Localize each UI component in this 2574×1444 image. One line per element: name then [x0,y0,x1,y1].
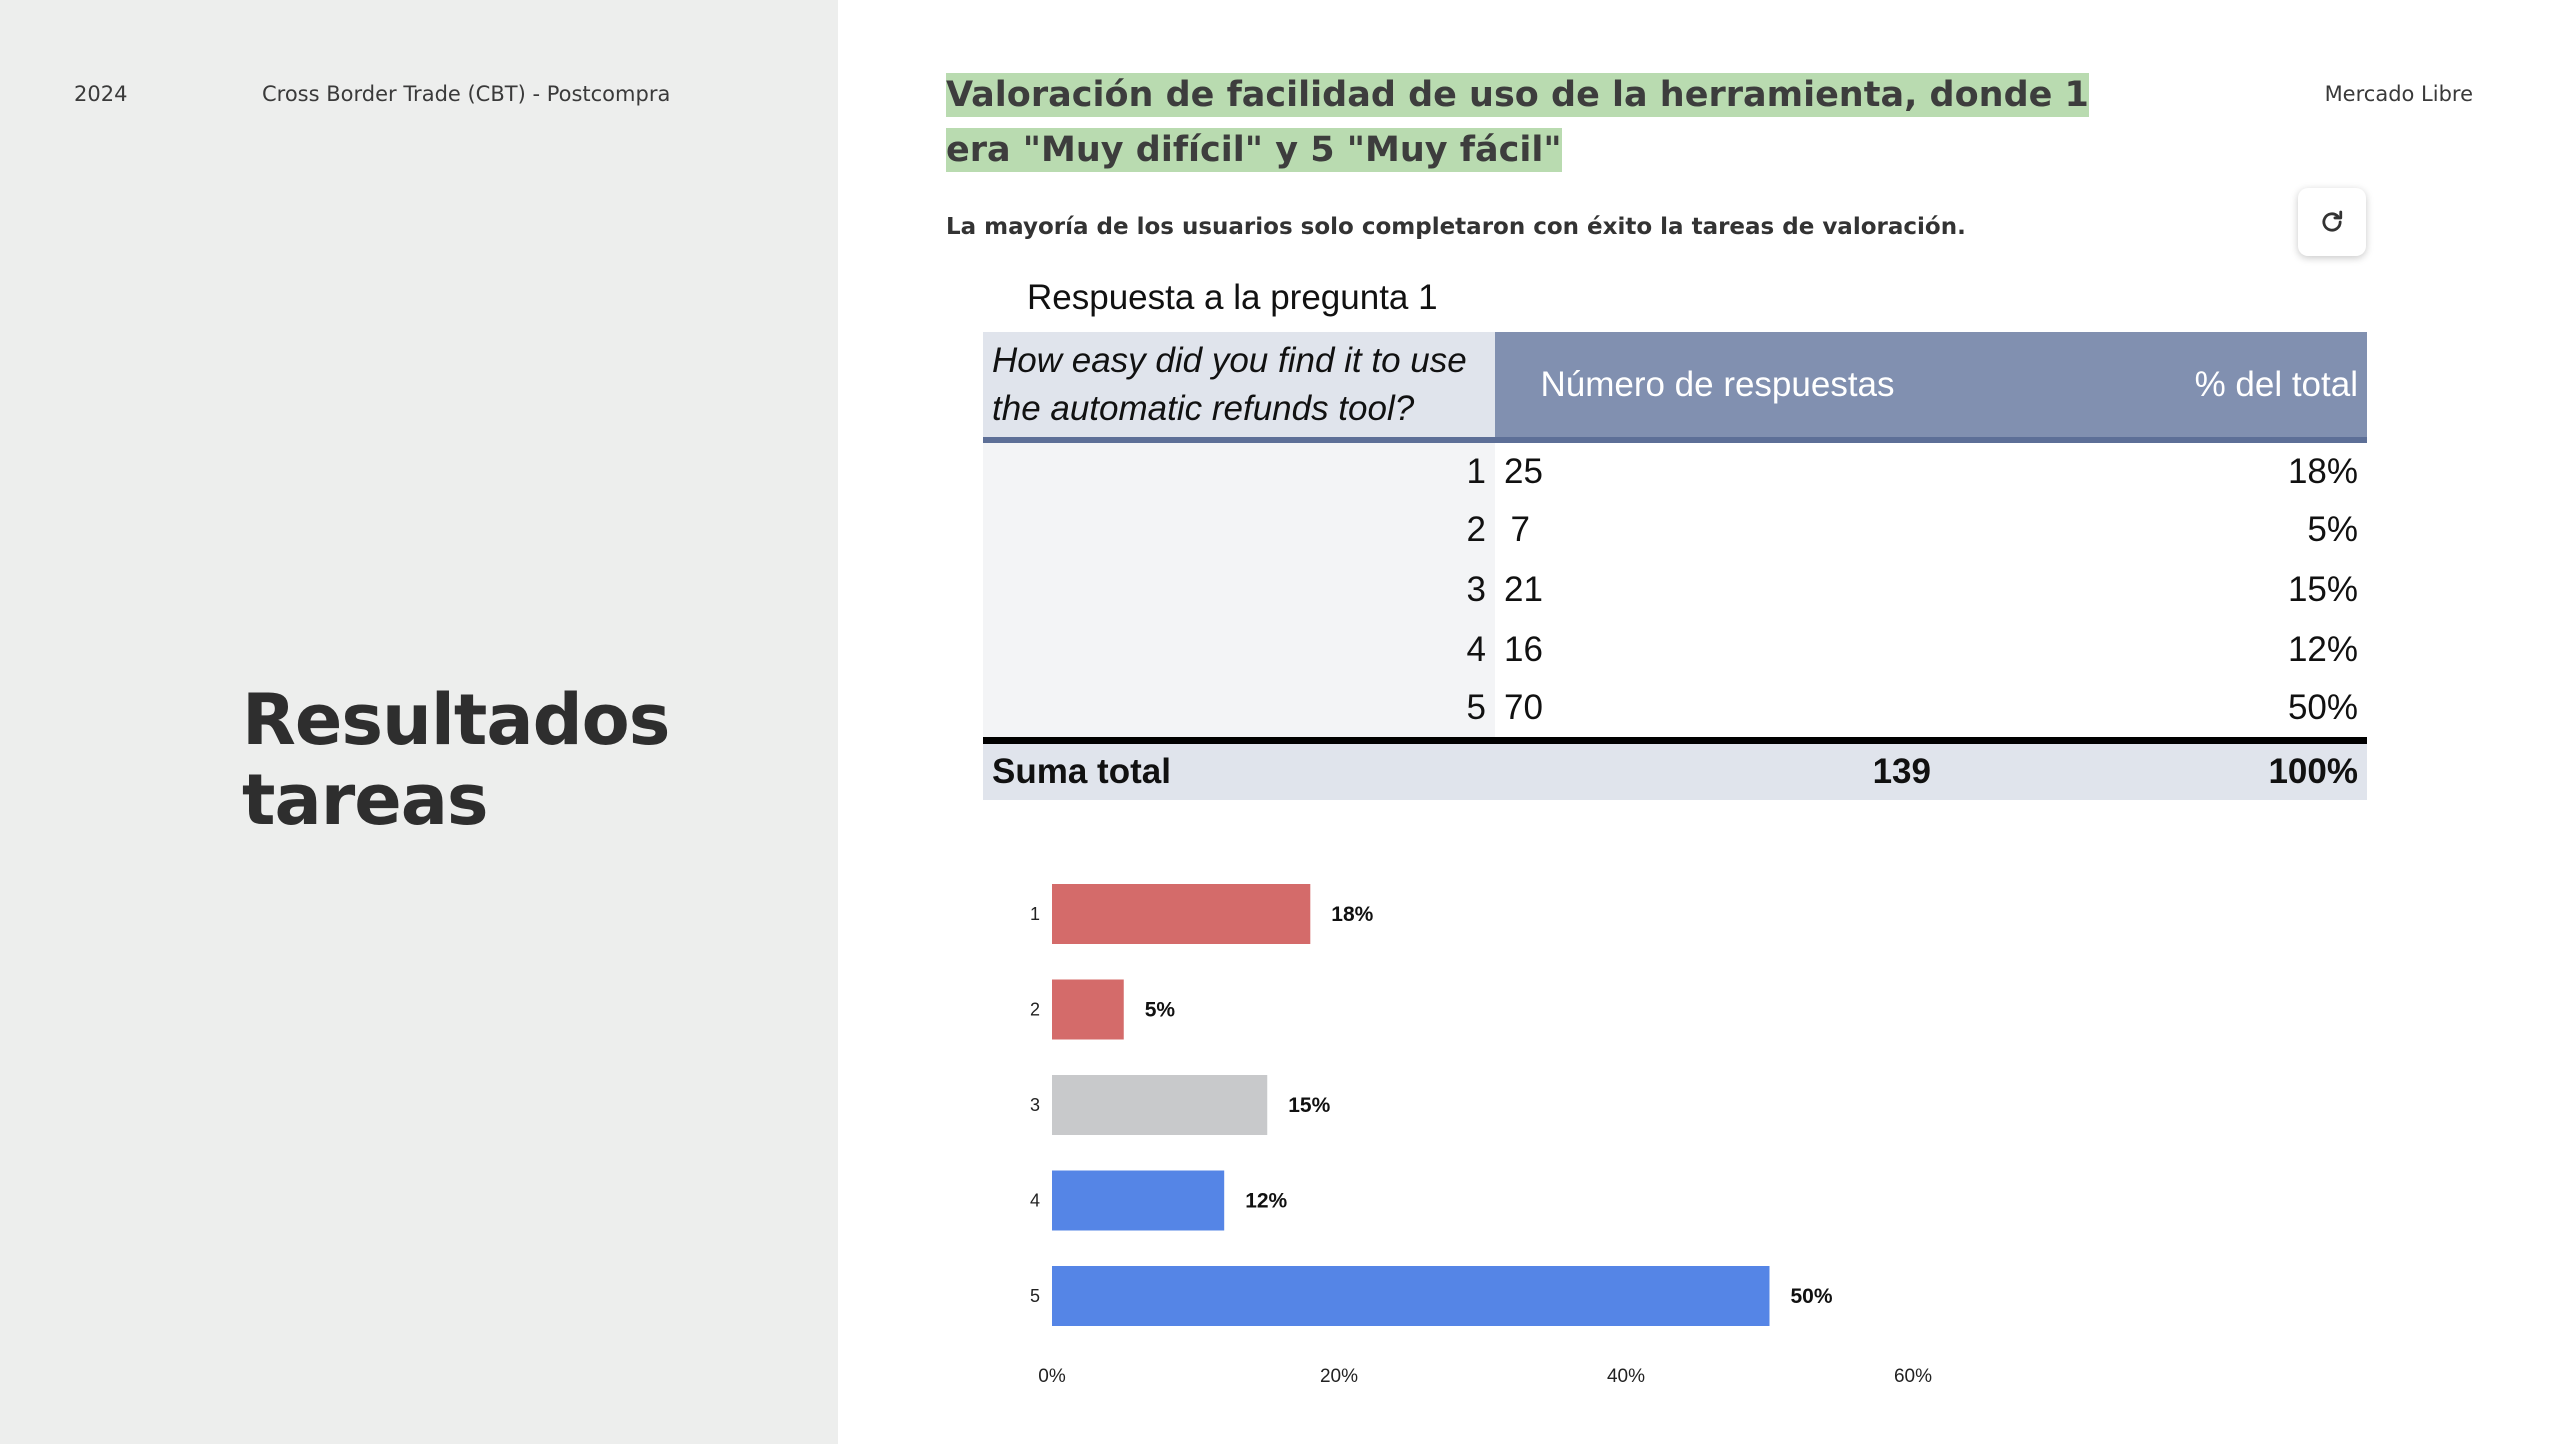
total-percent: 100% [1940,740,2367,800]
bar-value-label: 5% [1144,998,1176,1022]
bar-category-label: 2 [1029,999,1040,1020]
percent-cell: 18% [2287,451,2358,491]
x-tick-label: 20% [1319,1366,1359,1387]
total-label: Suma total [983,740,1495,800]
table-row [983,500,2367,560]
bar-category-label: 1 [1029,904,1040,924]
x-tick-label: 0% [1038,1366,1066,1387]
table-total-row [983,740,2367,800]
bar-5 [1052,1266,1770,1326]
bar-2 [1052,980,1124,1040]
refresh-button[interactable] [2298,188,2366,256]
score-cell: 5 [983,680,1495,740]
score-cell: 4 [983,620,1495,680]
percent-cell: 5% [2307,510,2358,549]
headline-text: Valoración de facilidad de uso de la herramienta, donde 1 era "Muy difícil" y 5 "Muy fácil" [946,75,2089,170]
count-cell: 21 [1504,570,1543,609]
page-subtitle: La mayoría de los usuarios solo completaron con éxito la tareas de valoración. [946,214,1966,240]
bar-category-label: 3 [1029,1095,1040,1115]
bar-chart [1000,860,2000,1400]
brand-name: Mercado Libre [2324,82,2473,106]
table-header-row [983,332,2367,440]
bar-1 [1052,884,1310,944]
x-tick-label: 60% [1893,1366,1933,1387]
project-name: Cross Border Trade (CBT) - Postcompra [262,82,671,106]
table-row [983,560,2367,620]
count-cell: 25 [1504,451,1543,491]
table-caption: Respuesta a la pregunta 1 [1027,278,1438,317]
bar-category-label: 5 [1029,1286,1040,1306]
header-percent: % del total [1940,332,2367,440]
header-question: How easy did you find it to use the automatic refunds tool? [983,332,1495,440]
section-title: Resultados tareas [242,679,670,841]
count-cell: 70 [1504,688,1543,728]
x-tick-label: 40% [1606,1366,1646,1387]
bar-3 [1052,1075,1267,1135]
table-row [983,440,2367,500]
percent-cell: 15% [2287,570,2358,609]
bar-value-label: 15% [1288,1094,1331,1117]
bar-4 [1052,1171,1224,1231]
count-cell: 7 [1510,510,1530,549]
count-cell: 16 [1504,630,1543,669]
bar-value-label: 50% [1790,1285,1833,1308]
score-cell: 3 [983,560,1495,620]
total-count: 139 [1495,740,1940,800]
page-headline [946,68,2126,178]
report-year: 2024 [74,82,128,106]
responses-table [983,332,2367,800]
header-count: Número de respuestas [1495,332,1940,440]
score-cell: 1 [983,440,1495,500]
bar-value-label: 18% [1331,903,1374,926]
bar-category-label: 4 [1029,1190,1040,1211]
score-cell: 2 [983,500,1495,560]
table-row [983,680,2367,740]
bar-value-label: 12% [1245,1189,1288,1213]
refresh-icon [2318,208,2346,236]
percent-cell: 50% [2287,688,2358,728]
left-panel [0,0,838,1444]
table-row [983,620,2367,680]
percent-cell: 12% [2287,630,2358,669]
